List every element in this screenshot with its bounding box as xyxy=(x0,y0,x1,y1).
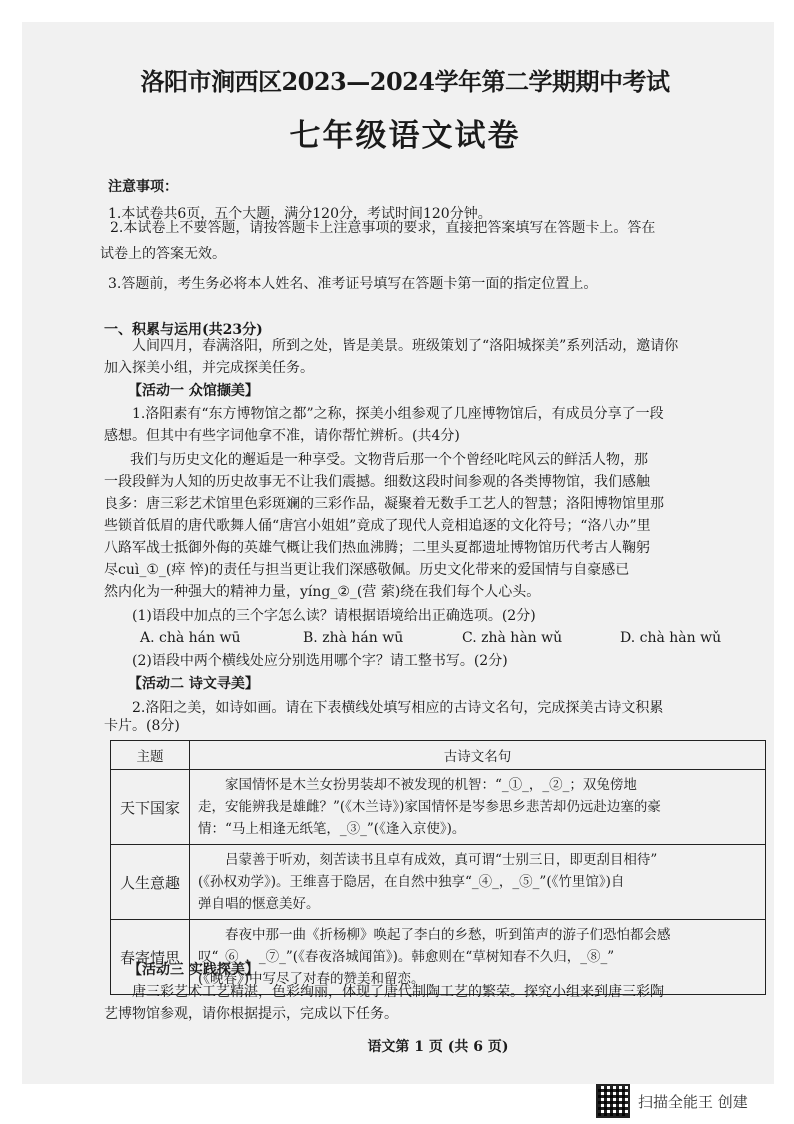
sub-question: (1)语段中加点的三个字怎么读？请根据语境给出正确选项。(2分) xyxy=(132,608,536,624)
table-row xyxy=(111,770,766,845)
option-c: C. zhà hàn wǔ xyxy=(462,630,563,646)
intro-line: 加入探美小组，并完成探美任务。 xyxy=(104,360,314,376)
table-header-poem: 古诗文名句 xyxy=(190,741,766,770)
option-d: D. chà hàn wǔ xyxy=(620,630,722,646)
notice-item: 3.答题前，考生务必将本人姓名、准考证号填写在答题卡第一面的指定位置上。 xyxy=(108,276,598,292)
question-line: 2.洛阳之美，如诗如画。请在下表横线处填写相应的古诗文名句，完成探美古诗文积累 xyxy=(132,700,664,716)
row-text-line: 情：“马上相逢无纸笔，_③_”(《逢入京使》)。 xyxy=(198,821,466,837)
passage-line: 八路军战士抵御外侮的英雄气概让我们热血沸腾；二里头夏都遗址博物馆历代考古人鞠躬 xyxy=(104,540,650,556)
watermark-text: 扫描全能王 创建 xyxy=(638,1092,748,1111)
row-topic: 天下国家 xyxy=(111,770,190,845)
poem-table xyxy=(110,740,766,995)
activity-heading: 【活动二 诗文寻美】 xyxy=(128,676,259,692)
question-line: 感想。但其中有些字词他拿不准，请你帮忙辨析。(共4分) xyxy=(104,428,460,444)
row-text-line: 春夜中那一曲《折杨柳》唤起了李白的乡愁，听到笛声的游子们恐怕都会感 xyxy=(225,927,671,943)
table-row xyxy=(111,845,766,920)
closing-line: 艺博物馆参观，请你根据提示，完成以下任务。 xyxy=(104,1006,398,1022)
notice-item: 1.本试卷共6页，五个大题，满分120分，考试时间120分钟。 xyxy=(108,206,492,222)
row-topic: 春寄情思 xyxy=(111,920,190,995)
table-header-topic: 主题 xyxy=(111,741,190,770)
sub-question: (2)语段中两个横线处应分别选用哪个字？请工整书写。(2分) xyxy=(132,653,508,669)
exam-title: 洛阳市涧西区2023—2024学年第二学期期中考试 xyxy=(140,67,670,96)
section-heading: 一、积累与运用(共23分) xyxy=(104,322,263,338)
notice-item: 试卷上的答案无效。 xyxy=(100,246,226,262)
table-header-row xyxy=(111,741,766,770)
notice-item: 2.本试卷上不要答题，请按答题卡上注意事项的要求，直接把答案填写在答题卡上。答在 xyxy=(110,220,656,236)
row-text-line: 走，安能辨我是雄雌？”(《木兰诗》)家国情怀是岑参思乡悲苦却仍远赴边塞的豪 xyxy=(198,799,661,815)
page-footer: 语文第 1 页 (共 6 页) xyxy=(367,1039,509,1055)
row-text-line: 弹自唱的惬意美好。 xyxy=(198,896,320,912)
exam-subtitle: 七年级语文试卷 xyxy=(289,118,521,154)
intro-line: 人间四月，春满洛阳，所到之处，皆是美景。班级策划了“洛阳城探美”系列活动，邀请你 xyxy=(132,338,679,354)
question-line: 1.洛阳素有“东方博物馆之都”之称，探美小组参观了几座博物馆后，有成员分享了一段 xyxy=(132,406,664,422)
row-text xyxy=(190,770,766,845)
option-b: B. zhà hán wū xyxy=(303,630,404,646)
question-line: 卡片。(8分) xyxy=(104,718,180,734)
passage-line: 我们与历史文化的邂逅是一种享受。文物背后那一个个曾经叱咤风云的鲜活人物，那 xyxy=(130,452,648,468)
qr-code-icon xyxy=(596,1084,630,1118)
row-text-line: 叹“_⑥_，_⑦_”(《春夜洛城闻笛》)。韩愈则在“草树知春不久归，_⑧_” xyxy=(198,949,615,965)
scanner-watermark xyxy=(596,1082,748,1120)
notice-heading: 注意事项： xyxy=(108,179,178,195)
row-text-line: (《晚春》)中写尽了对春的赞美和留恋。 xyxy=(198,971,425,987)
row-text-line: 家国情怀是木兰女扮男装却不被发现的机智：“_①_，_②_；双兔傍地 xyxy=(225,777,637,793)
row-text-line: (《孙权劝学》)。王维喜于隐居，在自然中独享“_④_，_⑤_”(《竹里馆》)自 xyxy=(198,874,625,890)
passage-line: 一段段鲜为人知的历史故事无不让我们震撼。细数这段时间参观的各类博物馆，我们感触 xyxy=(104,474,650,490)
row-text-line: 吕蒙善于听劝，刻苦读书且卓有成效，真可谓“士别三日，即更刮目相待” xyxy=(225,852,658,868)
row-topic: 人生意趣 xyxy=(111,845,190,920)
passage-line: 尽cuì_①_(瘁 悴)的责任与担当更让我们深感敬佩。历史文化带来的爱国情与自豪感已 xyxy=(104,562,630,578)
row-text xyxy=(190,845,766,920)
passage-line: 些锁首低眉的唐代歌舞人俑“唐宫小姐姐”竟成了现代人竞相追逐的文化符号；“洛八办”里 xyxy=(104,518,651,534)
option-a: A. chà hán wū xyxy=(140,630,241,646)
activity-heading: 【活动一 众馆撷美】 xyxy=(128,383,259,399)
closing-line: 唐三彩艺术工艺精湛，色彩绚丽，体现了唐代制陶工艺的繁荣。探究小组来到唐三彩陶 xyxy=(132,984,664,1000)
activity-heading: 【活动三 实践探美】 xyxy=(128,962,259,978)
passage-line: 良多：唐三彩艺术馆里色彩斑斓的三彩作品，凝聚着无数手工艺人的智慧；洛阳博物馆里那 xyxy=(104,496,664,512)
passage-line: 然内化为一种强大的精神力量，yíng_②_(营 萦)绕在我们每个人心头。 xyxy=(104,584,541,600)
